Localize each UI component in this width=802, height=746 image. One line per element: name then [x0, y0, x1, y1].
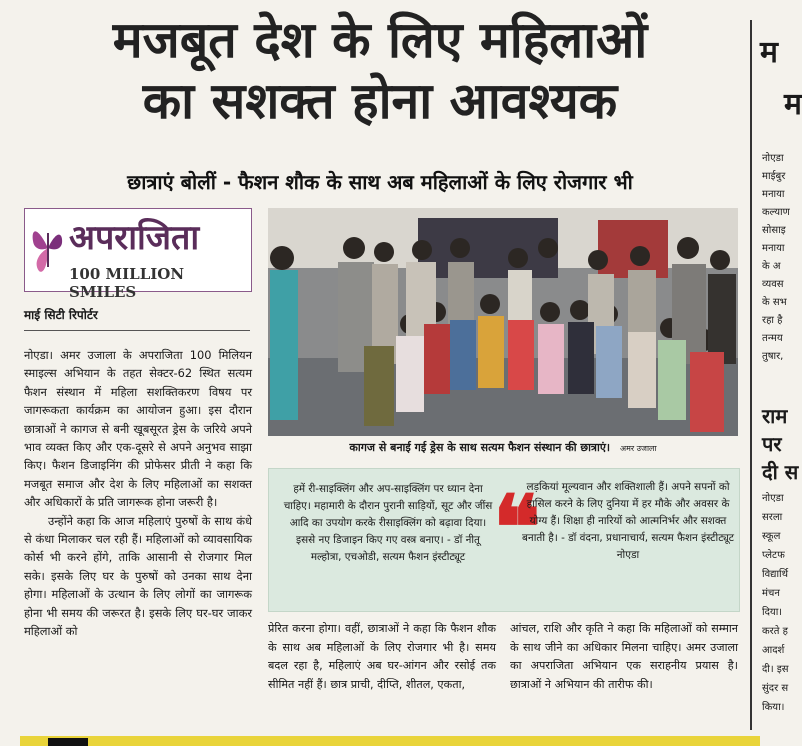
fragment-line: करते ह — [762, 626, 788, 637]
quote-right: लड़कियां मूल्यवान और शक्तिशाली हैं। अपने सपनों को हासिल करने के लिए दुनिया में हर मौके और अवसर के योग्य हैं। शिक्षा ही नारियों को आत्मनिर्भर और सशक्त बनाती है। - डॉ वंदना, प्रधानाचार्य, सत्यम फैशन इंस्टीट्यूट नोएडा — [522, 481, 734, 561]
quote-mark-icon: ❝ — [493, 475, 541, 579]
students-group-photo — [268, 208, 738, 436]
fragment-subheading: पर — [762, 432, 782, 456]
fragment-line: व्यवस — [762, 279, 784, 290]
quote-box — [268, 468, 740, 612]
headline-line-2: का सशक्त होना आवश्यक — [142, 71, 618, 130]
logo-tagline: 100 MILLION SMILES — [69, 265, 185, 301]
quote-left: हमें री-साइक्लिंग और अप-साइक्लिंग पर ध्यान देना चाहिए। महामारी के दौरान पुरानी साड़ियों, सूट और जींस आदि का उपयोग करके रीसाइक्लिंग को बढ़ावा दिया। इससे नए डिजाइन किए गए वस्त्र बनाए। - डॉ नीतू मल्होत्रा, एचओडी, सत्यम फैशन इंस्टीट्यूट — [283, 483, 493, 563]
fragment-line: नोएडा — [762, 153, 784, 164]
article-column-1 — [24, 346, 252, 641]
fragment-line: तन्मय — [762, 333, 783, 344]
fragment-line: दी। इस — [762, 664, 789, 675]
byline-rule — [24, 330, 250, 331]
next-article-bar — [20, 736, 760, 746]
fragment-line: मनाया — [762, 243, 785, 254]
headline — [20, 11, 740, 130]
article-paragraph: उन्होंने कहा कि आज महिलाएं पुरुषों के साथ कंधे से कंधा मिलाकर चल रही हैं। महिलाओं को व्यावसायिक कोर्स भी करने होंगे, ताकि आसानी से रोजगार मिल सके। इसके लिए घर के पुरुषों को उनका साथ देना होगा। महिलाओं के उत्थान के लिए लोगों का जागरूक होना भी समय की जरूरत है। इसके लिए घर-घर जाकर महिलाओं को — [24, 513, 252, 639]
fragment-line: सरला — [762, 512, 783, 523]
fragment-line: सोसाइ — [762, 225, 786, 236]
fragment-line: स्कूल — [762, 531, 781, 542]
fragment-line: रहा है — [762, 315, 783, 326]
article-column-2: प्रेरित करना होगा। वहीं, छात्राओं ने कहा कि फैशन शौक के साथ अब महिलाओं के लिए रोजगार भी है। समय बदल रहा है, महिलाएं अब घर-आंगन और रसोई तक सीमित नहीं हैं। छात्र प्राची, दीप्ति, शीतल, एकता, — [268, 622, 496, 691]
fragment-line: मनाया — [762, 189, 785, 200]
fragment-line: सुंदर स — [762, 683, 789, 694]
adjacent-article-fragment — [758, 0, 800, 746]
fragment-line: तुषार, — [762, 351, 784, 362]
fragment-line: प्लेटफ — [762, 550, 785, 561]
article-paragraph: नोएडा। अमर उजाला के अपराजिता 100 मिलियन स्माइल्स अभियान के तहत सेक्टर-62 स्थित सत्यम फैशन संस्थान में महिला सशक्तिकरण विषय पर जागरूकता कार्यक्रम का आयोजन हुआ। इस दौरान छात्राओं ने कागज से बनी खूबसूरत ड्रेस के जरिये अपने भाव व्यक्त किए और एक-दूसरे से अपने अनुभव साझा किए। फैशन डिजाइनिंग की प्रोफेसर प्रीती ने कहा कि मजबूत समाज और देश के लिए महिलाओं का सशक्त और अधिकारों के प्रति जागरूक होना जरूरी है। — [24, 348, 252, 510]
photo-caption — [268, 440, 738, 455]
column-divider — [750, 20, 752, 730]
fragment-line: कल्याण — [762, 207, 790, 218]
article-column-3: आंचल, राशि और कृति ने कहा कि महिलाओं को सम्मान के साथ जीने का अधिकार मिलना चाहिए। अमर उजाला का अपराजिता अभियान एक सराहनीय प्रयास है। छात्राओं ने अभियान की तारीफ की। — [510, 622, 738, 691]
byline: माई सिटी रिपोर्टर — [24, 308, 98, 322]
headline-line-1: मजबूत देश के लिए महिलाओं — [112, 11, 648, 69]
fragment-line: के अ — [762, 261, 781, 272]
fragment-line: विद्यार्थि — [762, 569, 789, 580]
fragment-line: के सभ — [762, 297, 787, 308]
aparajita-logo — [24, 208, 252, 301]
fragment-heading: म — [760, 35, 778, 70]
fragment-subheading: दी स — [762, 460, 799, 484]
photo-credit: अमर उजाला — [619, 444, 657, 453]
fragment-line: आदर्श — [762, 645, 785, 656]
fragment-line: माईबुर — [762, 171, 786, 182]
fragment-line: नोएडा — [762, 493, 784, 504]
fragment-heading: म — [784, 87, 802, 122]
butterfly-icon — [31, 219, 65, 277]
fragment-line: किया। — [762, 702, 785, 713]
fragment-line: मंचन — [762, 588, 780, 599]
fragment-subheading: राम — [762, 404, 788, 428]
subheadline: छात्राएं बोलीं - फैशन शौक के साथ अब महिलाओं के लिए रोजगार भी — [127, 170, 633, 194]
fragment-line: दिया। — [762, 607, 783, 618]
logo-name: अपराजिता — [69, 218, 200, 258]
news-photo — [268, 208, 738, 436]
photo-caption-text: कागज से बनाई गई ड्रेस के साथ सत्यम फैशन संस्थान की छात्राएं। — [349, 441, 611, 454]
